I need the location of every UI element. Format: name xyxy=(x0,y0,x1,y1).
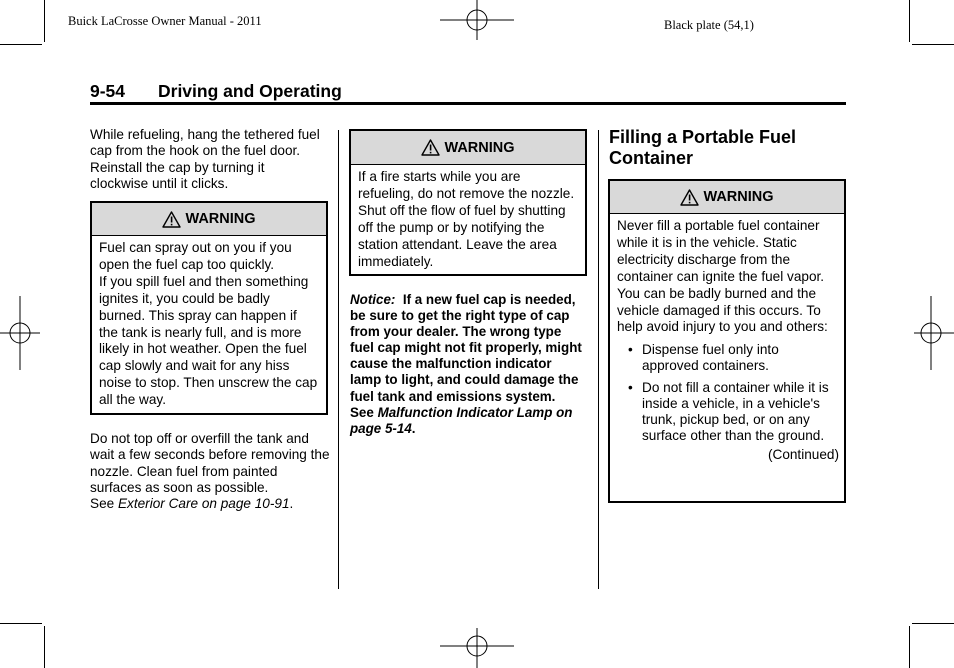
registration-mark-icon xyxy=(0,296,44,370)
registration-mark-icon xyxy=(440,0,514,44)
bullet-icon: • xyxy=(628,342,633,358)
warning-paragraph: Fuel can spray out on you if you open the fuel cap too quickly. xyxy=(99,240,292,272)
cross-reference-link[interactable]: Exterior Care on page 10-91 xyxy=(117,496,290,512)
crop-mark xyxy=(912,44,954,45)
crop-mark xyxy=(909,0,910,42)
page-number: 9-54 xyxy=(90,81,126,101)
warning-triangle-icon xyxy=(421,139,440,156)
warning-paragraph: Never fill a portable fuel container while it is in the vehicle. Static electricity discharge from the container can ignite the fuel vapor. You can be badly burned and the vehicle damaged if this occurs. To help avoid injury to you and others: xyxy=(617,218,828,335)
warning-label: WARNING xyxy=(185,211,256,227)
crop-mark xyxy=(0,44,42,45)
continued-label: (Continued) xyxy=(767,446,839,462)
see-reference: See Exterior Care on page 10-91. xyxy=(90,496,294,512)
warning-text xyxy=(610,214,844,464)
crop-mark xyxy=(44,0,45,42)
warning-label: WARNING xyxy=(703,189,774,205)
warning-header xyxy=(351,131,585,165)
warning-label: WARNING xyxy=(444,139,515,156)
warning-triangle-icon xyxy=(680,189,699,206)
column-divider xyxy=(338,130,339,589)
crop-mark xyxy=(0,623,42,624)
overfill-paragraph xyxy=(90,431,330,512)
overfill-text: Do not top off or overfill the tank and wait a few seconds before removing the nozzle. Clean fuel from painted surfaces as soon as possible. xyxy=(90,431,330,495)
warning-header xyxy=(92,203,326,236)
fire-warning-box xyxy=(349,129,587,276)
crop-mark xyxy=(44,626,45,668)
fuel-spray-warning-box xyxy=(90,201,328,415)
crop-mark xyxy=(909,626,910,668)
warning-paragraph: If you spill fuel and then something ignites it, you could be badly burned. This spray can happen if the tank is nearly full, and is more likely in hot weather. Open the fuel cap slowly and wait for any hiss noise to stop. Then unscrew the cap all the way. xyxy=(99,273,318,408)
registration-mark-icon xyxy=(910,296,954,370)
cross-reference-link[interactable]: Malfunction Indicator Lamp on page 5-14 xyxy=(350,404,573,436)
warning-header xyxy=(610,181,844,214)
fuel-cap-notice xyxy=(350,292,582,437)
notice-text: If a new fuel cap is needed, be sure to get the right type of cap from your dealer. The wrong type fuel cap might not fit properly, might cause the malfunction indicator lamp to light, and could damage the fuel tank and emissions system. xyxy=(350,292,582,404)
portable-container-warning-box xyxy=(608,179,846,503)
bullet-icon: • xyxy=(628,379,633,395)
refuel-intro-paragraph: While refueling, hang the tethered fuel cap from the hook on the fuel door. Reinstall the cap by turning it clockwise until it clicks. xyxy=(90,127,320,191)
list-item: • Dispense fuel only into approved containers. xyxy=(628,342,779,374)
plate-label: Black plate (54,1) xyxy=(664,18,754,32)
manual-title: Buick LaCrosse Owner Manual - 2011 xyxy=(68,14,262,28)
registration-mark-icon xyxy=(440,624,514,668)
subsection-heading: Filling a Portable Fuel Container xyxy=(609,127,797,168)
column-divider xyxy=(598,130,599,589)
see-reference: See Malfunction Indicator Lamp on page 5-14. xyxy=(350,404,573,436)
section-title: Driving and Operating xyxy=(158,81,342,101)
crop-mark xyxy=(912,623,954,624)
bullet-list xyxy=(617,342,839,444)
warning-text xyxy=(92,236,326,409)
list-item: • Do not fill a container while it is inside a vehicle, in a vehicle's trunk, pickup bed, or on any surface other than the ground. xyxy=(628,379,829,443)
warning-text: If a fire starts while you are refueling, do not remove the nozzle. Shut off the flow of fuel by shutting off the pump or by notifying the station attendant. Leave the area immediately. xyxy=(358,169,575,269)
warning-triangle-icon xyxy=(162,211,181,228)
notice-label: Notice: xyxy=(350,292,396,307)
